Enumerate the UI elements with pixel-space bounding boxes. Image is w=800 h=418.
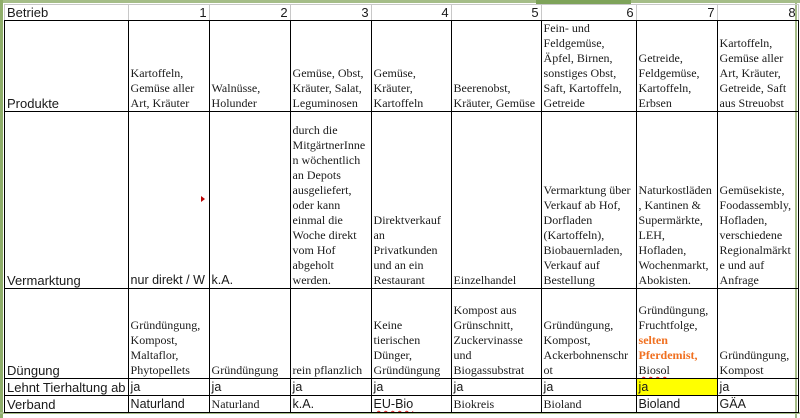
cell-duengung-5[interactable]: Kompost aus Grünschnitt, Zuckervinasse und Biogassubstrat [451, 289, 541, 379]
cell-produkte-4[interactable]: Gemüse, Kräuter, Kartoffeln [371, 21, 451, 112]
cell-betrieb-label[interactable]: Betrieb [5, 5, 129, 21]
cell-betrieb-6[interactable]: 6 [541, 5, 636, 21]
cell-vermarktung-3[interactable]: durch die MitgärtnerInnen wöchentlich an Depots ausgeliefert, oder kann einmal die Woche direkt vom Hof abgeholt werden. [290, 112, 371, 289]
row-produkte [5, 21, 799, 112]
cell-produkte-8[interactable]: Kartoffeln, Gemüse aller Art, Kräuter, Getreide, Saft aus Streuobst [717, 21, 798, 112]
cell-betrieb-7[interactable]: 7 [636, 5, 717, 21]
cell-duengung-7[interactable] [636, 289, 717, 379]
cell-duengung-1[interactable]: Gründüngung, Kompost, Maltaflor, Phytopellets [128, 289, 209, 379]
cell-tierhaltung-5[interactable]: ja [451, 379, 541, 396]
cell-vermarktung-8[interactable]: Gemüsekiste, Foodassembly, Hofladen, verschiedene Regionalmärkte und auf Anfrage [717, 112, 798, 289]
cell-verband-2[interactable]: Naturland [209, 396, 290, 413]
cell-tierhaltung-8[interactable]: ja [717, 379, 798, 396]
row-verband [5, 396, 799, 413]
cell-betrieb-1[interactable]: 1 [128, 5, 209, 21]
cell-verband-8[interactable]: GÄA [717, 396, 798, 413]
cell-overflow-arrow-icon [201, 196, 205, 202]
duengung-7-text-end: Biosol [638, 363, 670, 377]
cell-verband-4[interactable]: EU-Bio [371, 396, 451, 413]
cell-duengung-4[interactable]: Keine tierischen Dünger, Gründüngung [371, 289, 451, 379]
row-duengung [5, 289, 799, 379]
cell-vermarktung-1[interactable]: nur direkt / W [128, 112, 209, 289]
cell-produkte-1[interactable]: Kartoffeln, Gemüse aller Art, Kräuter [128, 21, 209, 112]
cell-tierhaltung-6[interactable]: ja [541, 379, 636, 396]
cell-verband-1[interactable]: Naturland [128, 396, 209, 413]
cell-vermarktung-5[interactable]: Einzelhandel [451, 112, 541, 289]
cell-vermarktung-2[interactable]: k.A. [209, 112, 290, 289]
row-label-vermarktung[interactable]: Vermarktung [5, 112, 129, 289]
cell-verband-5[interactable]: Biokreis [451, 396, 541, 413]
cell-tierhaltung-4[interactable]: ja [371, 379, 451, 396]
cell-vermarktung-4[interactable]: Direktverkauf an Privatkunden und an ein Restaurant [371, 112, 451, 289]
cell-duengung-2[interactable]: Gründüngung [209, 289, 290, 379]
row-label-tierhaltung[interactable]: Lehnt Tierhaltung ab [5, 379, 129, 396]
cell-tierhaltung-7-highlighted[interactable]: ja [636, 379, 717, 396]
cell-betrieb-3[interactable]: 3 [290, 5, 371, 21]
cell-duengung-8[interactable]: Gründüngung, Kompost [717, 289, 798, 379]
row-label-produkte[interactable]: Produkte [5, 21, 129, 112]
cell-betrieb-8[interactable]: 8 [717, 5, 798, 21]
cell-produkte-3[interactable]: Gemüse, Obst, Kräuter, Salat, Leguminosen [290, 21, 371, 112]
row-label-duengung[interactable]: Düngung [5, 289, 129, 379]
cell-vermarktung-7[interactable]: Naturkostläden, Kantinen & Supermärkte, LEH, Hofladen, Wochenmarkt, Abokisten. [636, 112, 717, 289]
cell-vermarktung-6[interactable]: Vermarktung über Verkauf ab Hof, Dorfladen (Kartoffeln), Biobauernladen, Verkauf auf Bestellung [541, 112, 636, 289]
cell-duengung-3[interactable]: rein pflanzlich [290, 289, 371, 379]
cell-verband-3[interactable]: k.A. [290, 396, 371, 413]
row-label-verband[interactable]: Verband [5, 396, 129, 413]
duengung-7-text: Gründüngung, Fruchtfolge, [638, 303, 709, 332]
cell-verband-6[interactable]: Bioland [541, 396, 636, 413]
cell-betrieb-5[interactable]: 5 [451, 5, 541, 21]
cell-produkte-6[interactable]: Fein- und Feldgemüse, Äpfel, Birnen, sonstiges Obst, Saft, Kartoffeln, Getreide [541, 21, 636, 112]
spreadsheet-table [4, 4, 799, 413]
row-vermarktung [5, 112, 799, 289]
header-row [5, 5, 799, 21]
cell-betrieb-2[interactable]: 2 [209, 5, 290, 21]
cell-produkte-2[interactable]: Walnüsse, Holunder [209, 21, 290, 112]
cell-tierhaltung-1[interactable]: ja [128, 379, 209, 396]
cell-verband-7[interactable]: Bioland [636, 396, 717, 413]
cell-duengung-6[interactable]: Gründüngung, Kompost, Ackerbohnenschrot [541, 289, 636, 379]
cell-betrieb-4[interactable]: 4 [371, 5, 451, 21]
cell-produkte-5[interactable]: Beerenobst, Kräuter, Gemüse [451, 21, 541, 112]
duengung-7-highlight-text: selten Pferdemist, [638, 333, 698, 362]
cell-tierhaltung-3[interactable]: ja [290, 379, 371, 396]
cell-tierhaltung-2[interactable]: ja [209, 379, 290, 396]
cell-produkte-7[interactable]: Getreide, Feldgemüse, Kartoffeln, Erbsen [636, 21, 717, 112]
row-tierhaltung [5, 379, 799, 396]
